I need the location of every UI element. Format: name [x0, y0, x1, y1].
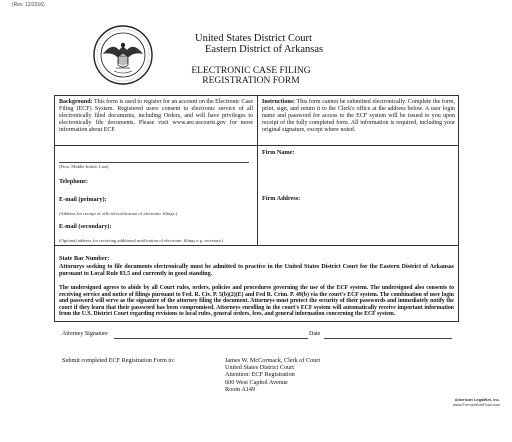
telephone-label: Telephone:	[59, 178, 88, 185]
row-divider-2	[55, 245, 458, 246]
instructions-section	[262, 99, 455, 134]
admission-requirement: Attorneys seeking to file documents electronically must be admitted to practice in the United States District Court for the Eastern District of Arkansas pursuant to Local Rule 83.5 and currently in good standing.	[59, 264, 454, 277]
background-label: Background:	[59, 99, 93, 105]
email-primary-hint: (Address for receipt of official notification of electronic filings.)	[59, 211, 178, 216]
court-name: United States District Court	[195, 33, 312, 44]
email-primary-label: E-mail (primary):	[59, 196, 107, 203]
agreement-text: The undersigned agrees to abide by all Court rules, orders, policies and procedures governing the use of the ECF system. The undersigned also consents to receiving service and notice of filings pursuant to Fed. R. Civ. P. 5(b)(2)(E) and Fed R. Crim. P. 49(b) via the court's ECF system. The combination of user login and password will serve as the signature of the attorney filing the document. Attorneys must protect the security of their passwords and immediately notify the court if they learn that their password has been compromised. Attorneys enrolling in the court's ECF system will automatically receive important information from the U.S. District Court regarding revisions to local rules, general orders, fees, and general information concerning the ECF system.	[59, 285, 454, 318]
form-title-line2: REGISTRATION FORM	[202, 76, 300, 86]
instructions-label: Instructions:	[262, 99, 296, 105]
date-label: Date	[309, 331, 321, 337]
address-line: James W. McCormack, Clerk of Court	[225, 357, 321, 364]
publisher-name: American LegalNet, Inc.	[454, 397, 500, 402]
form-title-line1: ELECTRONIC CASE FILING	[191, 66, 311, 76]
instructions-text: This form cannot be submitted electronically. Complete the form, print, sign, and return it to the Clerk's office at the address below. A user login name and password for access to the ECF system will be issued to you upon receipt of the fully completed form. All information is required, including your original signature, except where noted.	[262, 99, 455, 133]
court-district: Eastern District of Arkansas	[205, 44, 324, 55]
background-section	[59, 99, 253, 134]
firm-address-label: Firm Address:	[262, 195, 301, 202]
name-hint: (First, Middle Initial, Last)	[59, 164, 109, 169]
row-divider-1	[55, 145, 458, 146]
court-seal-icon	[92, 24, 154, 86]
attorney-signature-label: Attorney Signature	[62, 331, 108, 337]
revision-date: (Rev. 12/2016)	[12, 2, 45, 8]
email-secondary-label: E-mail (secondary):	[59, 223, 112, 230]
date-line[interactable]	[324, 338, 452, 339]
publisher-footer	[420, 397, 500, 407]
address-line: 600 West Capitol Avenue	[225, 378, 288, 386]
clerk-address	[225, 357, 320, 393]
state-bar-label: State Bar Number:	[59, 255, 110, 262]
address-line: Attention: ECF Registration	[225, 371, 295, 379]
email-secondary-hint: (Optional address for receiving additional notification of electronic filings e.g. secretary.)	[59, 238, 224, 243]
publisher-url: www.FormsWorkFlow.com	[452, 402, 500, 407]
firm-name-label: Firm Name:	[262, 149, 295, 156]
submit-label: Submit completed ECF Registration Form to:	[62, 357, 175, 364]
background-text: This form is used to register for an account on the Electronic Case Filing (ECF) System. Registered users consent to electronic service of all electronically filed documents, including Orders, and will have privileges to electronically file documents. Please visit www.are.uscourts.gov for more information about ECF.	[59, 99, 253, 133]
address-line: Room A149	[225, 385, 256, 393]
name-input-line[interactable]	[59, 162, 249, 163]
form-box	[54, 95, 459, 322]
address-line: United States District Court	[225, 364, 294, 372]
form-title	[176, 66, 326, 86]
attorney-signature-line[interactable]	[114, 338, 308, 339]
column-divider	[257, 96, 258, 246]
